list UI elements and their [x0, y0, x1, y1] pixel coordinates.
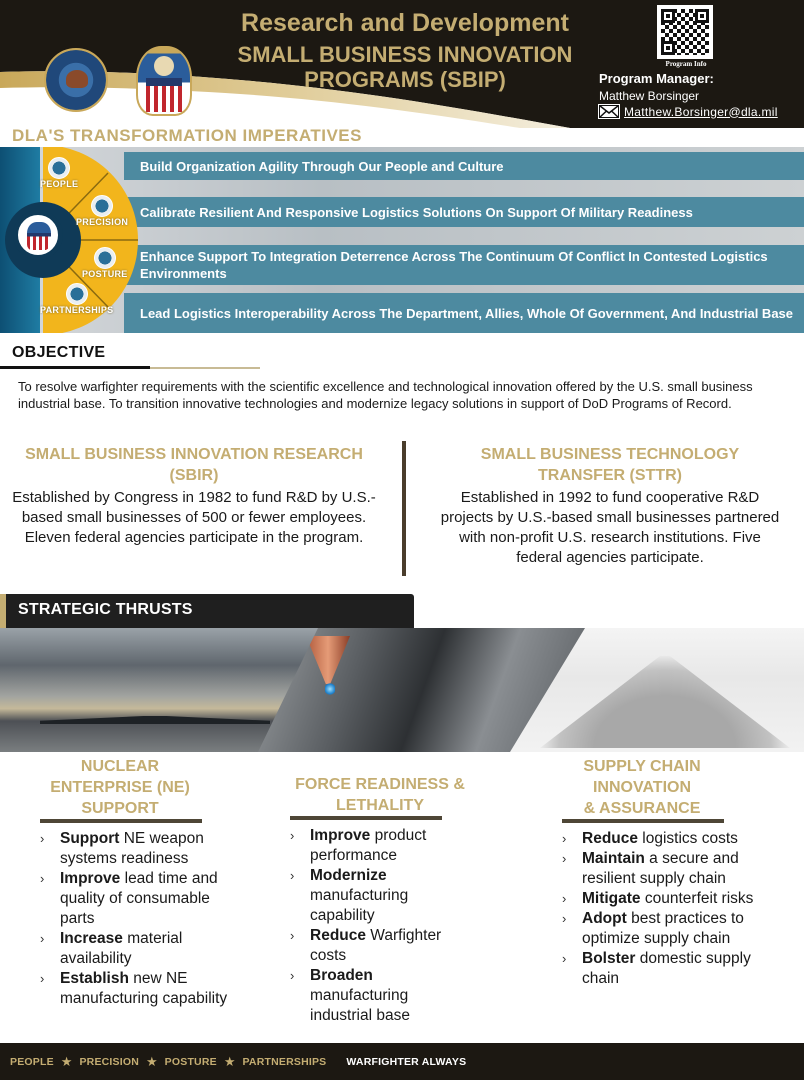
page-title: [210, 8, 600, 92]
program-manager-label: Program Manager:: [599, 71, 714, 86]
list-item: › Increase material availability: [40, 930, 183, 967]
sbir-title: SMALL BUSINESS INNOVATION RESEARCH (SBIR): [25, 446, 363, 484]
list-item: › Improve product performance: [290, 827, 427, 864]
list-item: › Reduce logistics costs: [562, 830, 738, 847]
thrust-title-rule: [562, 819, 724, 823]
star-icon: ★: [146, 1053, 158, 1069]
sbir-block: [4, 444, 384, 548]
footer-bar: [0, 1043, 804, 1080]
chevron-right-icon: ›: [40, 831, 45, 846]
list-item: › Improve lead time and quality of consumable parts: [40, 870, 218, 927]
imperative-item: Build Organization Agility Through Our People and Culture: [124, 152, 804, 180]
program-manager-email-link[interactable]: Matthew.Borsinger@dla.mil: [624, 104, 778, 119]
sttr-description: Established in 1992 to fund cooperative R&D projects by U.S.-based small businesses partnered with non-profit U.S. research institutions. Five federal agencies participate.: [440, 489, 780, 566]
chevron-right-icon: ›: [290, 868, 295, 883]
thrust-title-rule: [290, 816, 442, 820]
pillar-people: PEOPLE: [40, 157, 78, 189]
list-item: › Establish new NE manufacturing capability: [40, 970, 228, 1007]
objective-title: OBJECTIVE: [12, 344, 106, 361]
chevron-right-icon: ›: [562, 891, 567, 906]
objective-text: To resolve warfighter requirements with the scientific excellence and technological innovation offered by the U.S. small business industrial base. To transition innovative technologies and modernize legacy solutions in support of DoD Programs of Record.: [18, 379, 753, 411]
footer-motto: WARFIGHTER ALWAYS: [346, 1055, 467, 1068]
header-banner: [0, 0, 804, 128]
chevron-right-icon: ›: [562, 951, 567, 966]
list-item: › Bolster domestic supply chain: [562, 950, 751, 987]
thrust-column-nuclear-enterprise: [40, 756, 230, 1009]
list-item: › Maintain a secure and resilient supply chain: [562, 850, 739, 887]
title-sbip-line1: SMALL BUSINESS INNOVATION: [237, 42, 573, 67]
location-pin-icon: [94, 247, 116, 269]
chevron-right-icon: ›: [290, 928, 295, 943]
chevron-right-icon: ›: [40, 871, 45, 886]
star-icon: ★: [223, 1053, 236, 1069]
imperatives-panel: [0, 147, 804, 333]
footer-partnerships: PARTNERSHIPS: [242, 1055, 327, 1068]
footer-people: PEOPLE: [10, 1055, 54, 1068]
objective-rule: [0, 366, 150, 369]
title-research-development: Research and Development: [241, 9, 569, 37]
sttr-block: [420, 444, 800, 568]
dla-seal-icon: [136, 46, 192, 116]
list-item: › Broaden manufacturing industrial base: [290, 967, 410, 1024]
chevron-right-icon: ›: [290, 968, 295, 983]
pillar-posture: POSTURE: [82, 247, 128, 279]
handshake-icon: [66, 283, 88, 305]
thrust-bullet-list: [562, 829, 778, 989]
list-item: › Modernize manufacturing capability: [290, 867, 409, 924]
imperative-item: Lead Logistics Interoperability Across The Department, Allies, Whole Of Government, And Industrial Base: [124, 293, 804, 333]
thrust-title: FORCE READINESS & LETHALITY: [295, 776, 465, 814]
thrust-column-supply-chain: [562, 756, 778, 989]
thrust-bullet-list: [290, 826, 470, 1026]
chevron-right-icon: ›: [290, 828, 295, 843]
footer-precision: PRECISION: [79, 1055, 140, 1068]
thrust-column-force-readiness: [290, 756, 470, 1026]
pillar-partnerships: PARTNERSHIPS: [40, 283, 113, 315]
strategic-thrusts-photos: [0, 628, 804, 752]
target-icon: [91, 195, 113, 217]
list-item: › Reduce Warfighter costs: [290, 927, 442, 964]
program-manager-name: Matthew Borsinger: [599, 89, 700, 103]
chevron-right-icon: ›: [562, 831, 567, 846]
chevron-right-icon: ›: [562, 851, 567, 866]
pillar-precision: PRECISION: [76, 195, 128, 227]
footer-posture: POSTURE: [164, 1055, 217, 1068]
list-item: › Support NE weapon systems readiness: [40, 830, 204, 867]
thrust-title: SUPPLY CHAIN INNOVATION & ASSURANCE: [583, 758, 701, 817]
thrust-title: NUCLEAR ENTERPRISE (NE) SUPPORT: [50, 758, 190, 817]
title-sbip-line2: PROGRAMS (SBIP): [304, 67, 506, 92]
imperatives-title: DLA'S TRANSFORMATION IMPERATIVES: [12, 126, 362, 145]
chevron-right-icon: ›: [40, 931, 45, 946]
strategic-thrusts-title: STRATEGIC THRUSTS: [18, 601, 193, 618]
qr-label: Program Info: [665, 60, 707, 68]
sbir-description: Established by Congress in 1982 to fund R&D by U.S.-based small businesses of 500 or fewer employees. Eleven federal agencies participate in the program.: [12, 489, 376, 546]
people-icon: [48, 157, 70, 179]
imperative-item: Calibrate Resilient And Responsive Logistics Solutions On Support Of Military Readiness: [124, 197, 804, 227]
chevron-right-icon: ›: [562, 911, 567, 926]
program-manager-contact: [598, 104, 778, 119]
chevron-right-icon: ›: [40, 971, 45, 986]
thrust-bullet-list: [40, 829, 230, 1009]
objective-rule-accent: [150, 367, 260, 369]
dla-center-seal-icon: [18, 215, 58, 255]
strategic-thrusts-banner: [0, 594, 414, 628]
list-item: › Mitigate counterfeit risks: [562, 890, 754, 907]
envelope-icon: [598, 104, 620, 119]
program-divider: [402, 441, 406, 576]
star-icon: ★: [60, 1053, 73, 1069]
dod-seal-icon: [44, 48, 108, 112]
sttr-title: SMALL BUSINESS TECHNOLOGY TRANSFER (STTR): [480, 446, 740, 484]
list-item: › Adopt best practices to optimize supply chain: [562, 910, 744, 947]
imperative-item: Enhance Support To Integration Deterrence Across The Continuum Of Conflict In Contested Logistics Environments: [124, 245, 804, 285]
thrust-title-rule: [40, 819, 202, 823]
qr-code-icon[interactable]: [657, 5, 713, 59]
